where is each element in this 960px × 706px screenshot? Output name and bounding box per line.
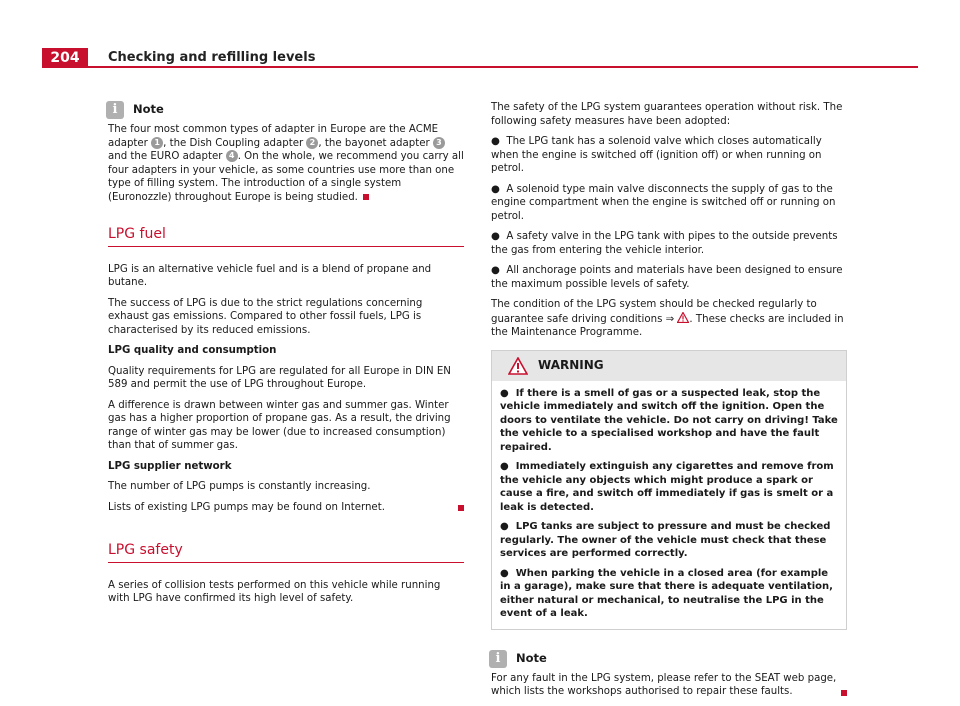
paragraph: LPG is an alternative vehicle fuel and is a blend of propane and butane.: [108, 263, 432, 288]
paragraph: [108, 501, 464, 515]
note-text-part: and the EURO adapter: [108, 151, 226, 162]
bullet-text: A solenoid type main valve disconnects the supply of gas to the engine compartment when the engine is switched off or running on petrol.: [491, 183, 836, 222]
info-icon: i: [106, 101, 124, 119]
note-text-part: , the Dish Coupling adapter: [163, 137, 307, 149]
note-text-part: . On the whole, we recommend you carry all four adapters in your vehicle, as some countries use more than one type of filling system. The introduction of a single system (Euronozzle) throughout Europe is being studied.: [108, 151, 464, 203]
note-text: [108, 123, 464, 204]
warning-item: ● Immediately extinguish any cigarettes and remove from the vehicle any objects which might produce a spark or cause a fire, and switch off immediately if gas is smelt or a leak is detected.: [500, 461, 834, 513]
paragraph: [491, 298, 847, 340]
left-column: [108, 101, 464, 613]
paragraph: A difference is drawn between winter gas and summer gas. Winter gas has a higher proportion of propane gas. As a result, the driving range of winter gas may be lower (due to increased consumption) than that of summer gas.: [108, 399, 451, 451]
note-text: [491, 672, 847, 699]
warning-item-text: When parking the vehicle in a closed area (for example in a garage), make sure that there is adequate ventilation, either natural or mechanical, to neutralise the LPG in the event of a leak.: [500, 567, 833, 619]
warning-item: ● LPG tanks are subject to pressure and must be checked regularly. The owner of the vehicle must check that these services are performed correctly.: [500, 521, 831, 559]
header-rule: [88, 66, 918, 68]
subheading: LPG supplier network: [108, 460, 232, 472]
paragraph-text: . These checks are included in the Maintenance Programme.: [491, 313, 844, 338]
warning-icon: [508, 357, 528, 375]
section-title-lpg-safety: LPG safety: [108, 544, 464, 563]
note-text-part: , the bayonet adapter: [318, 137, 433, 149]
note-heading: [106, 101, 464, 119]
bullet-item: ● A safety valve in the LPG tank with pipes to the outside prevents the gas from entering the vehicle interior.: [491, 231, 838, 256]
paragraph: Quality requirements for LPG are regulated for all Europe in DIN EN 589 and permit the use of LPG throughout Europe.: [108, 365, 451, 390]
bullet-item: ● All anchorage points and materials have been designed to ensure the maximum possible levels of safety.: [491, 265, 843, 290]
paragraph-text: Lists of existing LPG pumps may be found on Internet.: [108, 501, 385, 513]
note-title: Note: [133, 102, 164, 117]
end-mark: [363, 194, 369, 200]
paragraph: The number of LPG pumps is constantly increasing.: [108, 481, 371, 492]
paragraph-text: The condition of the LPG system should be checked regularly to guarantee safe driving conditions ⇒: [491, 299, 817, 325]
end-mark: [841, 690, 847, 696]
page-number: 204: [42, 48, 88, 68]
info-icon: i: [489, 650, 507, 668]
paragraph: The success of LPG is due to the strict regulations concerning exhaust gas emissions. Compared to other fossil fuels, LPG is characterised by its reduced emissions.: [108, 297, 423, 336]
bullet-text: The LPG tank has a solenoid valve which closes automatically when the engine is switched off (ignition off) or when running on petrol.: [491, 136, 822, 174]
callout-badge-4: 4: [226, 150, 238, 162]
warning-triangle-icon: [677, 312, 689, 323]
note-heading: [489, 650, 847, 668]
bullet-item: ● A solenoid type main valve disconnects the supply of gas to the engine compartment when the engine is switched off or running on petrol.: [491, 183, 836, 222]
warning-box: [491, 350, 847, 630]
warning-item-text: If there is a smell of gas or a suspected leak, stop the vehicle immediately and switch off the ignition. Open the doors to ventilate the vehicle. Do not carry on driving! Take the vehicle to a specialised workshop and have the fault repaired.: [500, 387, 838, 453]
bullet-text: All anchorage points and materials have been designed to ensure the maximum possible levels of safety.: [491, 265, 843, 290]
paragraph: A series of collision tests performed on this vehicle while running with LPG have confirmed its high level of safety.: [108, 579, 441, 604]
subheading: LPG quality and consumption: [108, 345, 277, 356]
page-header-title: Checking and refilling levels: [108, 50, 316, 65]
warning-item-text: LPG tanks are subject to pressure and must be checked regularly. The owner of the vehicle must check that these services are performed correctly.: [500, 521, 831, 559]
note-text-body: For any fault in the LPG system, please refer to the SEAT web page, which lists the workshops authorised to repair these faults.: [491, 672, 837, 697]
bullet-text: A safety valve in the LPG tank with pipes to the outside prevents the gas from entering the vehicle interior.: [491, 231, 838, 256]
section-title-lpg-fuel: LPG fuel: [108, 228, 464, 247]
bullet-item: ● The LPG tank has a solenoid valve which closes automatically when the engine is switched off (ignition off) or when running on petrol.: [491, 136, 822, 174]
warning-item: ● When parking the vehicle in a closed area (for example in a garage), make sure that there is adequate ventilation, either natural or mechanical, to neutralise the LPG in the event of a leak.: [500, 567, 833, 619]
note-title: Note: [516, 650, 547, 665]
end-mark: [458, 505, 464, 511]
callout-badge-2: 2: [306, 137, 318, 149]
right-column: [491, 101, 847, 706]
warning-body: [492, 381, 846, 629]
warning-item-text: Immediately extinguish any cigarettes and remove from the vehicle any objects which might produce a spark or cause a fire, and switch off immediately if gas is smelt or a leak is detected.: [500, 461, 834, 513]
note-text-part: The four most common types of adapter in Europe are the ACME adapter: [108, 124, 439, 149]
callout-badge-1: 1: [151, 137, 163, 149]
paragraph: The safety of the LPG system guarantees operation without risk. The following safety measures have been adopted:: [491, 102, 843, 127]
warning-header: [492, 351, 846, 381]
callout-badge-3: 3: [433, 137, 445, 149]
warning-title: WARNING: [538, 357, 604, 372]
warning-item: ● If there is a smell of gas or a suspected leak, stop the vehicle immediately and switch off the ignition. Open the doors to ventilate the vehicle. Do not carry on driving! Take the vehicle to a specialised workshop and have the fault repaired.: [500, 387, 838, 453]
